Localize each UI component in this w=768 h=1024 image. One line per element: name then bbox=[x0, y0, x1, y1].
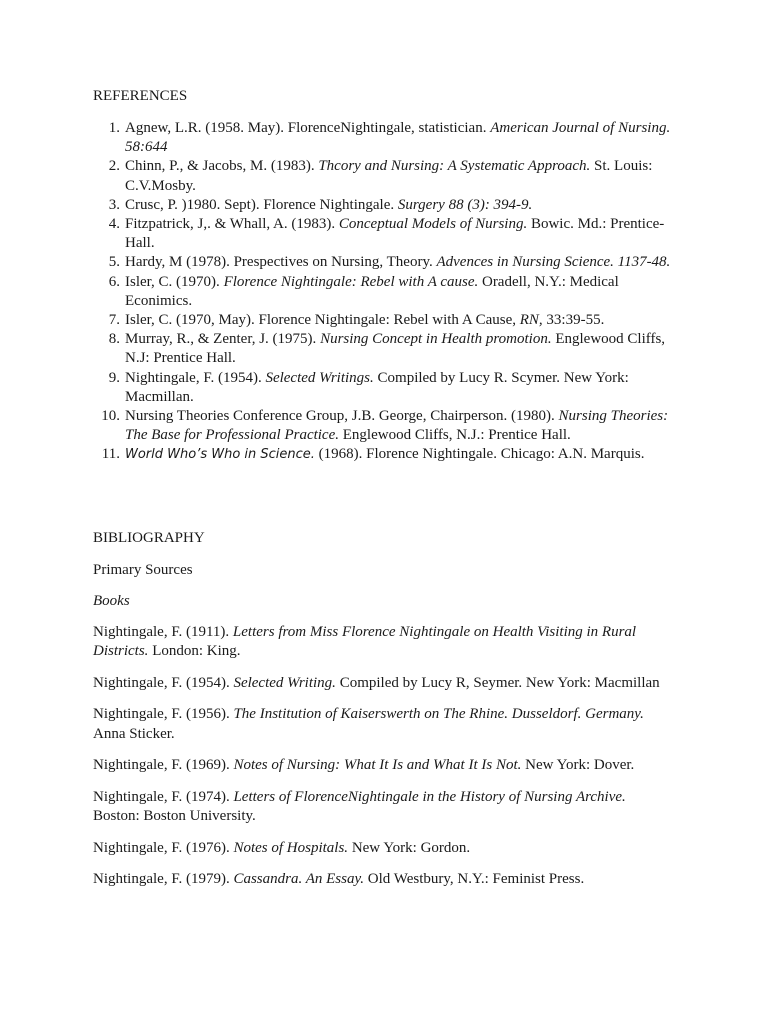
bibliography-text-plain: London: King. bbox=[148, 643, 241, 660]
bibliography-text-plain: Nightingale, F. (1976). bbox=[93, 839, 234, 856]
reference-text bbox=[125, 158, 652, 193]
reference-item bbox=[0, 311, 675, 330]
bibliography-text-italic: Notes of Hospitals. bbox=[233, 839, 349, 856]
reference-item bbox=[0, 445, 675, 464]
reference-text-plain: Nightingale, F. (1954). bbox=[125, 369, 266, 386]
reference-text bbox=[125, 331, 665, 366]
reference-text-plain: 33:39-55. bbox=[542, 312, 605, 329]
bibliography-heading: BIBLIOGRAPHY bbox=[93, 530, 205, 546]
reference-text-plain: Oradell, N.Y.: Medical Econimics. bbox=[125, 273, 619, 309]
reference-text bbox=[125, 120, 670, 155]
reference-text bbox=[125, 370, 629, 405]
reference-text-plain: Nursing Theories Conference Group, J.B. George, Chairperson. (1980). bbox=[125, 408, 559, 425]
reference-text bbox=[125, 274, 619, 309]
reference-text-plain: Isler, C. (1970, May). Florence Nightingale: Rebel with A Cause, bbox=[125, 312, 520, 329]
reference-text-italic: Thcory and Nursing: A Systematic Approach. bbox=[318, 158, 591, 175]
reference-text-italic: Florence Nightingale: Rebel with A cause. bbox=[223, 273, 479, 290]
reference-text bbox=[125, 254, 670, 270]
reference-number: 7. bbox=[108, 312, 120, 329]
bibliography-text-plain: Nightingale, F. (1954). bbox=[93, 674, 234, 691]
bibliography-text-italic: Cassandra. An Essay. bbox=[233, 871, 365, 888]
bibliography-text-italic: Letters of FlorenceNightingale in the History of Nursing Archive. bbox=[233, 788, 626, 805]
reference-item bbox=[0, 196, 675, 215]
reference-number: 1. bbox=[108, 120, 120, 136]
bibliography-text-plain: Nightingale, F. (1969). bbox=[93, 757, 234, 774]
reference-text-italic: RN, bbox=[519, 312, 543, 329]
bibliography-entry bbox=[93, 674, 673, 693]
reference-item bbox=[0, 119, 675, 157]
reference-text bbox=[125, 197, 532, 213]
bibliography-text-plain: Compiled by Lucy R, Seymer. New York: Macmillan bbox=[335, 674, 660, 691]
bibliography-text-plain: Boston: Boston University. bbox=[93, 807, 256, 824]
reference-text-plain: Compiled by Lucy R. Scymer. New York: Macmillan. bbox=[125, 369, 629, 405]
reference-text-plain: Chinn, P., & Jacobs, M. (1983). bbox=[125, 158, 319, 175]
bibliography-list bbox=[93, 623, 673, 902]
reference-text-plain: Isler, C. (1970). bbox=[125, 273, 224, 290]
bibliography-text-plain: New York: Dover. bbox=[521, 757, 635, 774]
reference-text-plain: Hardy, M (1978). Prespectives on Nursing, Theory. bbox=[125, 254, 437, 271]
bibliography-text-italic: Selected Writing. bbox=[233, 674, 336, 691]
bibliography-text-plain: Nightingale, F. (1956). bbox=[93, 706, 234, 723]
reference-item bbox=[0, 215, 675, 253]
bibliography-text-italic: Notes of Nursing: What It Is and What It Is Not. bbox=[233, 757, 522, 774]
reference-text bbox=[125, 216, 664, 251]
bibliography-text-plain: New York: Gordon. bbox=[348, 839, 471, 856]
reference-number: 10. bbox=[101, 408, 120, 425]
bibliography-text-plain: Nightingale, F. (1974). bbox=[93, 788, 234, 805]
reference-item bbox=[0, 330, 675, 368]
bibliography-subheading: Primary Sources bbox=[93, 562, 193, 578]
reference-text-italic: Nursing Theories: The Base for Professional Practice. bbox=[125, 408, 669, 444]
references-heading: REFERENCES bbox=[93, 88, 188, 104]
reference-text-plain: Murray, R., & Zenter, J. (1975). bbox=[125, 331, 321, 348]
bibliography-entry bbox=[93, 870, 673, 889]
reference-number: 11. bbox=[101, 446, 120, 463]
reference-text-italic: Nursing Concept in Health promotion. bbox=[320, 331, 552, 348]
bibliography-entry bbox=[93, 623, 673, 661]
bibliography-text-italic: Letters from Miss Florence Nightingale on Health Visiting in Rural Districts. bbox=[93, 624, 637, 660]
reference-number: 2. bbox=[108, 158, 120, 175]
bibliography-text-plain: Nightingale, F. (1979). bbox=[93, 871, 234, 888]
reference-text-plain: Englewood Cliffs, N.J: Prentice Hall. bbox=[125, 331, 666, 367]
reference-number: 5. bbox=[108, 254, 120, 271]
bibliography-text-plain: Nightingale, F. (1911). bbox=[93, 624, 233, 640]
bibliography-entry bbox=[93, 788, 673, 826]
reference-item bbox=[0, 407, 675, 445]
reference-text-italic: Surgery 88 (3): 394-9. bbox=[397, 196, 533, 213]
reference-number: 4. bbox=[108, 216, 120, 233]
reference-text-italic: World Who’s Who in Science. bbox=[125, 447, 315, 463]
reference-item bbox=[0, 273, 675, 311]
reference-item bbox=[0, 157, 675, 195]
reference-text-plain: Crusc, P. )1980. Sept). Florence Nightingale. bbox=[125, 196, 398, 213]
reference-text-italic: Advences in Nursing Science. 1137-48. bbox=[436, 254, 671, 271]
reference-text bbox=[125, 446, 644, 462]
reference-number: 9. bbox=[108, 369, 120, 386]
reference-text-plain: Englewood Cliffs, N.J.: Prentice Hall. bbox=[339, 427, 571, 444]
references-list bbox=[0, 119, 768, 465]
reference-number: 3. bbox=[108, 196, 120, 213]
bibliography-text-plain: Anna Sticker. bbox=[93, 725, 175, 742]
reference-number: 8. bbox=[108, 331, 120, 348]
reference-item bbox=[0, 253, 675, 272]
bibliography-text-italic: The Institution of Kaiserswerth on The Rhine. Dusseldorf. Germany. bbox=[233, 706, 644, 723]
reference-text-plain: (1968). Florence Nightingale. Chicago: A.N. Marquis. bbox=[314, 446, 645, 463]
reference-text bbox=[125, 408, 668, 443]
reference-text-italic: Selected Writings. bbox=[265, 369, 374, 386]
reference-text-plain: Fitzpatrick, J,. & Whall, A. (1983). bbox=[125, 216, 339, 233]
bibliography-entry bbox=[93, 839, 673, 858]
reference-item bbox=[0, 369, 675, 407]
reference-text-plain: St. Louis: C.V.Mosby. bbox=[125, 158, 653, 194]
reference-text-plain: Bowic. Md.: Prentice-Hall. bbox=[125, 216, 665, 252]
reference-text-plain: Agnew, L.R. (1958. May). FlorenceNightingale, statistician. bbox=[125, 120, 491, 136]
reference-text-italic: Conceptual Models of Nursing. bbox=[338, 216, 528, 233]
reference-text bbox=[125, 312, 604, 328]
bibliography-category: Books bbox=[93, 593, 130, 609]
reference-text-italic: American Journal of Nursing. 58:644 bbox=[125, 120, 671, 156]
reference-number: 6. bbox=[108, 273, 120, 290]
bibliography-entry bbox=[93, 756, 673, 775]
bibliography-text-plain: Old Westbury, N.Y.: Feminist Press. bbox=[364, 871, 585, 888]
bibliography-entry bbox=[93, 705, 673, 743]
